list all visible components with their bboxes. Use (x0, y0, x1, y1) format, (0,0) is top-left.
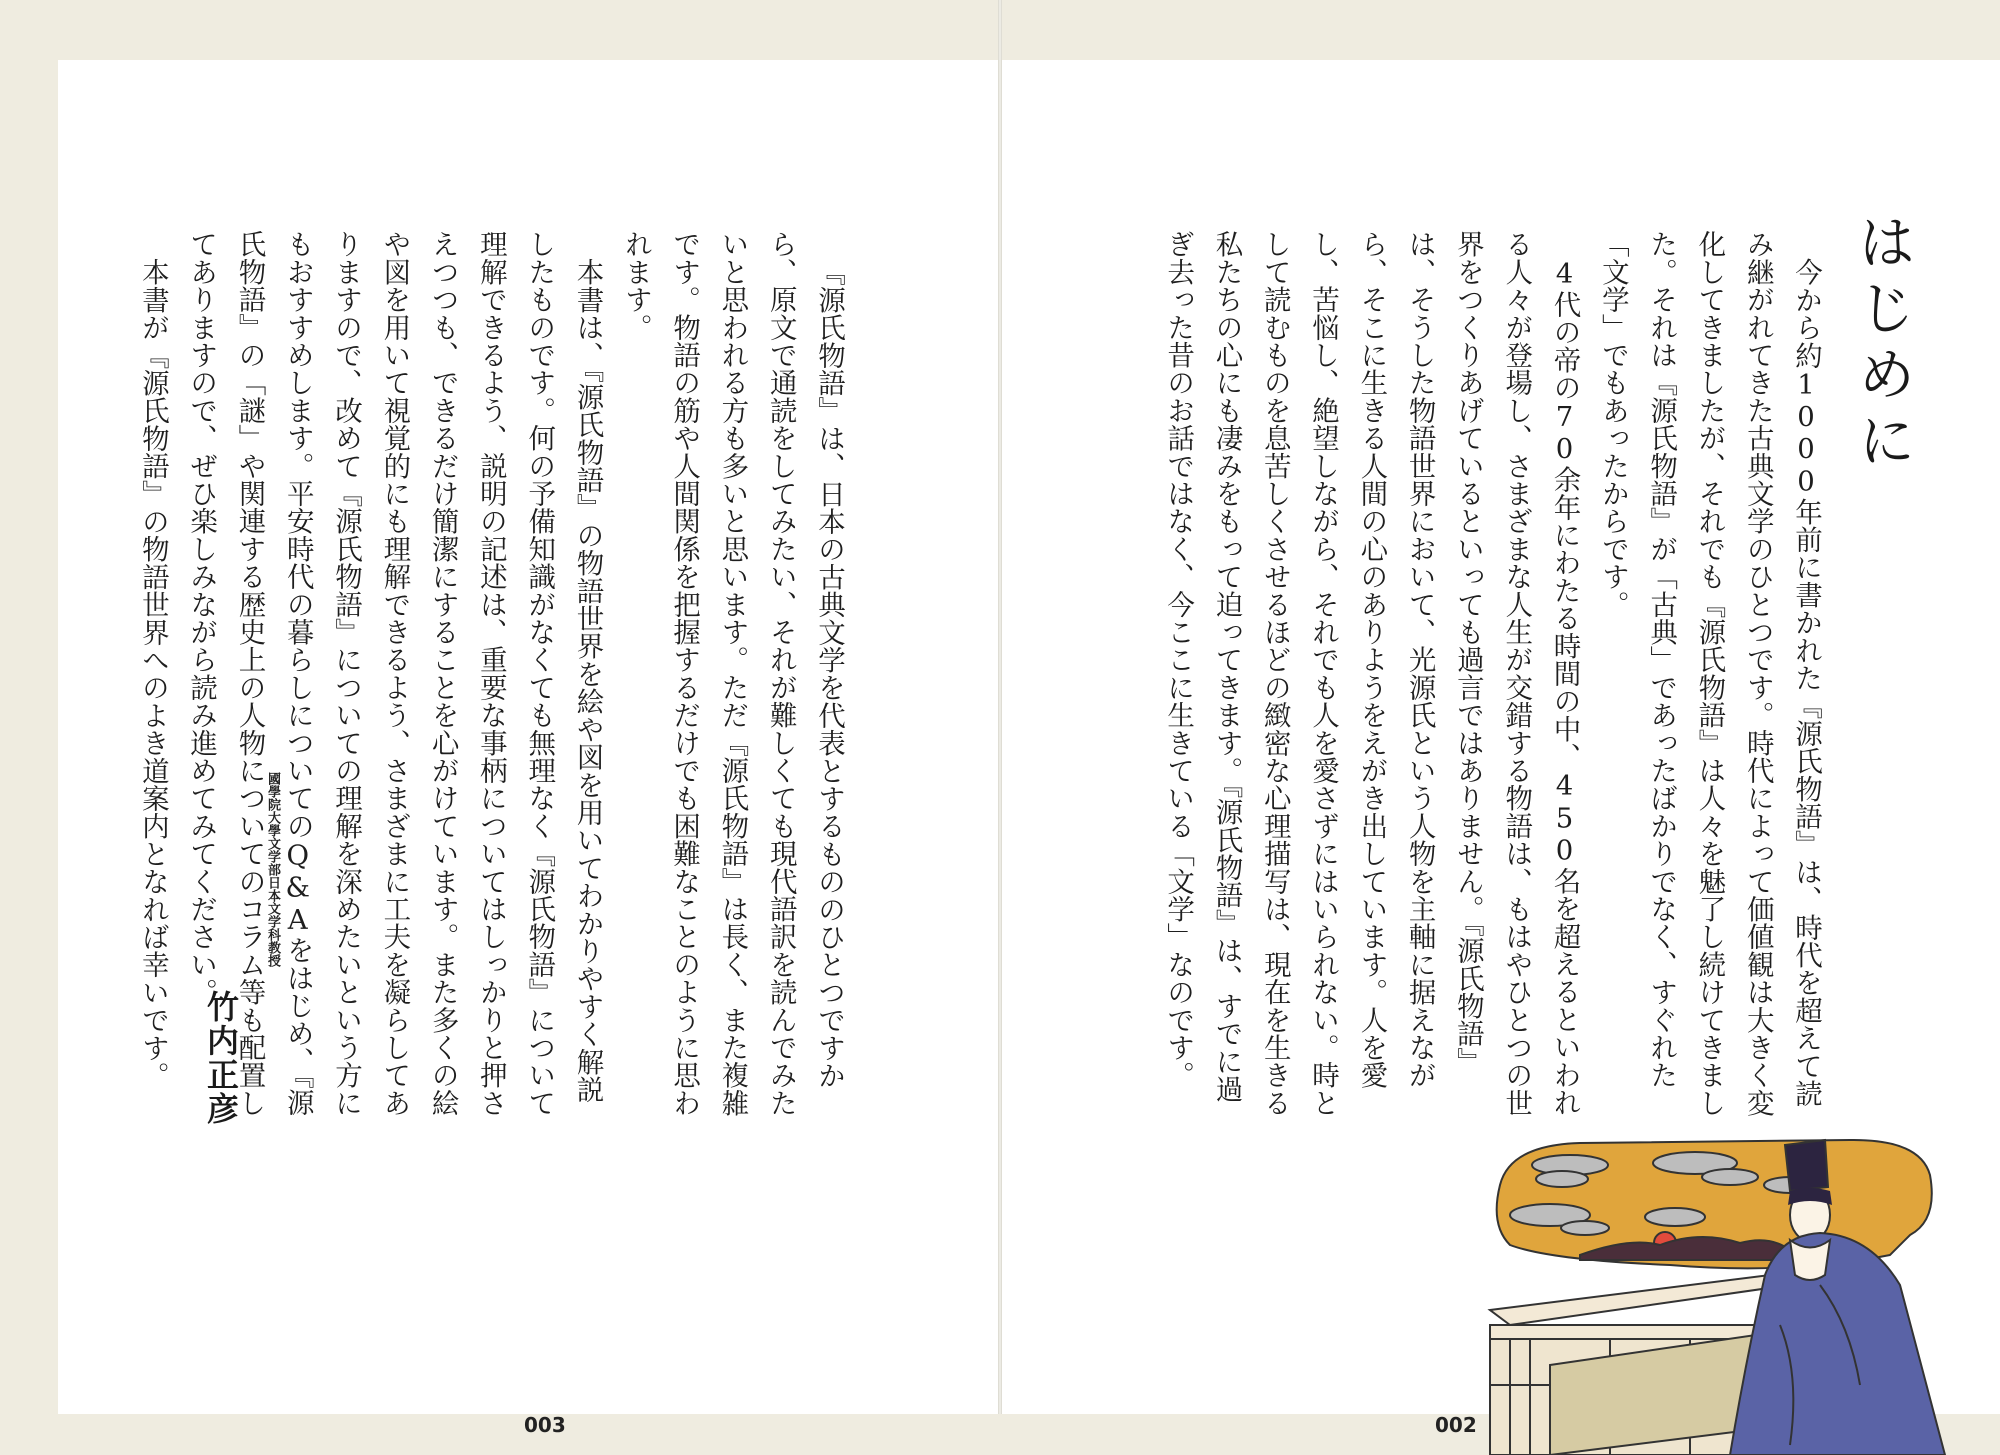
page-number-right: 002 (1435, 1413, 1477, 1437)
heian-courtier-illustration (1490, 1125, 1960, 1455)
chapter-title: はじめに (1848, 212, 1916, 476)
left-page (58, 60, 998, 1437)
left-paragraph-2: 本書は、『源氏物語』の物語世界を絵や図を用いてわかりやすく解説したものです。何の予備知識がなくても無理なく『源氏物語』について理解できるよう、説明の記述は、重要な事柄についてはしっかりと押さえつつも、できるだけ簡潔にすることを心がけています。また多くの絵や図を用いて視覚的にも理解できるよう、さまざまに工夫を凝らしてありますので、改めて『源氏物語』についての理解を深めたいという方にもおすすめします。平安時代の暮らしについてのQ&Aをはじめ、『源氏物語』の「謎」や関連する歴史上の人物についてのコラム等も配置してありますので、ぜひ楽しみながら読み進めてみてください。 (185, 230, 604, 1117)
right-page (1002, 60, 2000, 1437)
page-number-left: 003 (524, 1413, 566, 1437)
left-paragraph-1: 『源氏物語』は、日本の古典文学を代表とするもののひとつですから、原文で通読をしてみたい、それが難しくても現代語訳を読んでみたいと思われる方も多いと思います。ただ『源氏物語』は長く、また複雑です。物語の筋や人間関係を把握するだけでも困難なことのように思われます。 (619, 230, 845, 1117)
right-paragraph-1: 今から約1000年前に書かれた『源氏物語』は、時代を超えて読み継がれてきた古典文学のひとつです。時代によって価値観は大きく変化してきましたが、それでも『源氏物語』は人々を魅了し続けてきました。それは『源氏物語』が「古典」であったばかりでなく、すぐれた「文学」でもあったからです。 (1596, 230, 1822, 1117)
right-page-body (1162, 230, 1830, 1130)
author-affiliation: 國學院大學文学部日本文学科教授 (265, 772, 280, 967)
left-paragraph-3: 本書が『源氏物語』の物語世界へのよき道案内となれば幸いです。 (136, 257, 169, 1089)
right-paragraph-2: 4代の帝の70余年にわたる時間の中、450名を超えるといわれる人々が登場し、さまざまな人生が交錯する物語は、もはやひとつの世界をつくりあげているといっても過言ではありません。『源氏物語』は、そうした物語世界において、光源氏という人物を主軸に据えながら、そこに生きる人間の心のありようをえがき出しています。人を愛し、苦悩し、絶望しながら、それでも人を愛さずにはいられない。時として読むものを息苦しくさせるほどの緻密な心理描写は、現在を生きる私たちの心にも凄みをもって迫ってきます。『源氏物語』は、すでに過ぎ去った昔のお話ではなく、今ここに生きている「文学」なのです。 (1162, 230, 1581, 1117)
author-name: 竹内正彦 (202, 990, 240, 1126)
left-page-body (136, 230, 853, 1130)
